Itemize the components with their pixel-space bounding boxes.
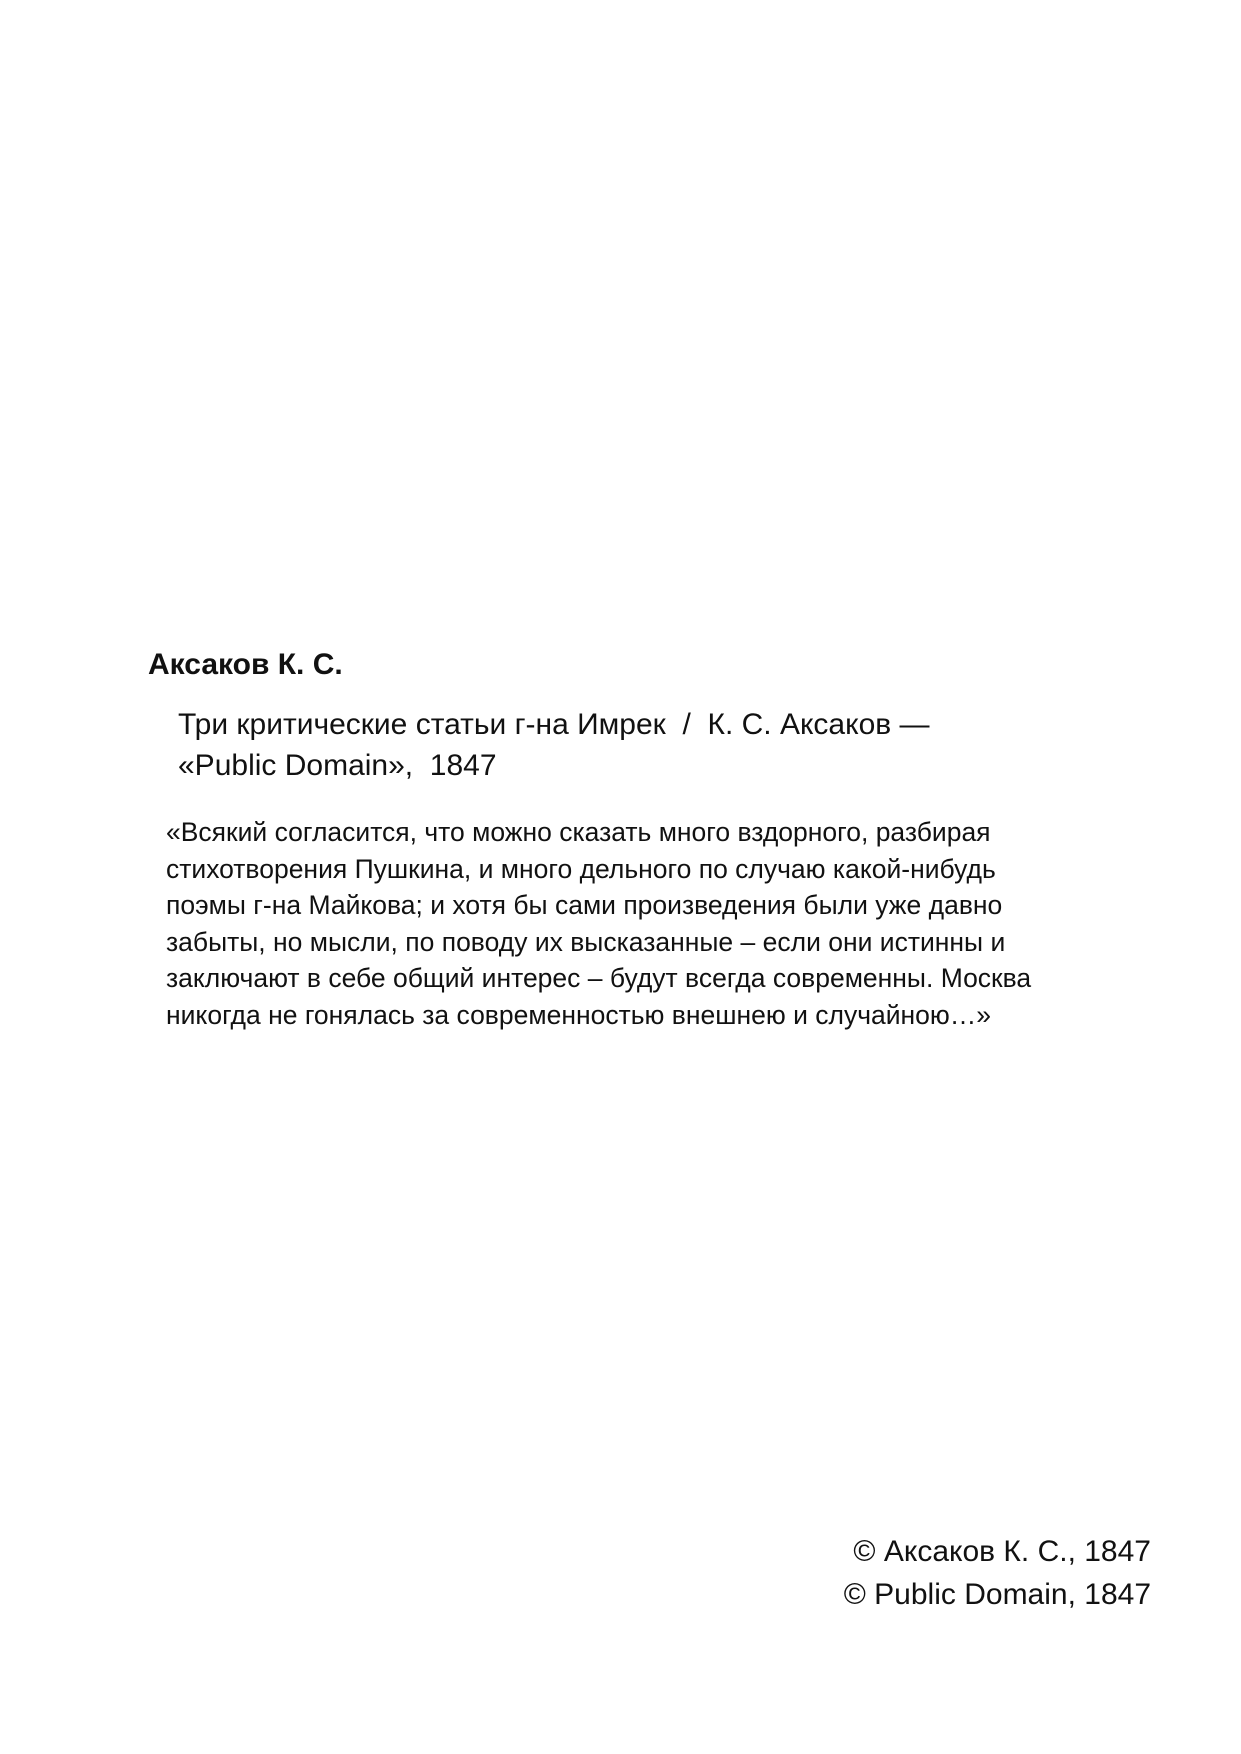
- author-heading: Аксаков К. С.: [148, 648, 343, 681]
- copyright-publisher-line: © Public Domain, 1847: [843, 1578, 1151, 1611]
- annotation-line: никогда не гонялась за современностью внешнею и случайною…»: [166, 999, 992, 1030]
- copyright-author-line: © Аксаков К. С., 1847: [853, 1535, 1151, 1568]
- bibliographic-line-title: Три критические статьи г-на Имрек / К. С. Аксаков —: [178, 708, 930, 741]
- annotation-line: забыты, но мысли, по поводу их высказанные – если они истинны и: [166, 926, 1006, 957]
- bibliographic-line-publisher: «Public Domain», 1847: [178, 749, 497, 782]
- bibliographic-entry: [178, 704, 930, 786]
- annotation-line: «Всякий согласится, что можно сказать много вздорного, разбирая: [166, 817, 991, 847]
- annotation-line: стихотворения Пушкина, и много дельного по случаю какой-нибудь: [166, 853, 996, 884]
- annotation-line: заключают в себе общий интерес – будут всегда современны. Москва: [166, 963, 1032, 993]
- annotation-text: [166, 814, 1031, 1033]
- annotation-line: поэмы г-на Майкова; и хотя бы сами произведения были уже давно: [166, 890, 1003, 920]
- copyright-block: [844, 1530, 1151, 1616]
